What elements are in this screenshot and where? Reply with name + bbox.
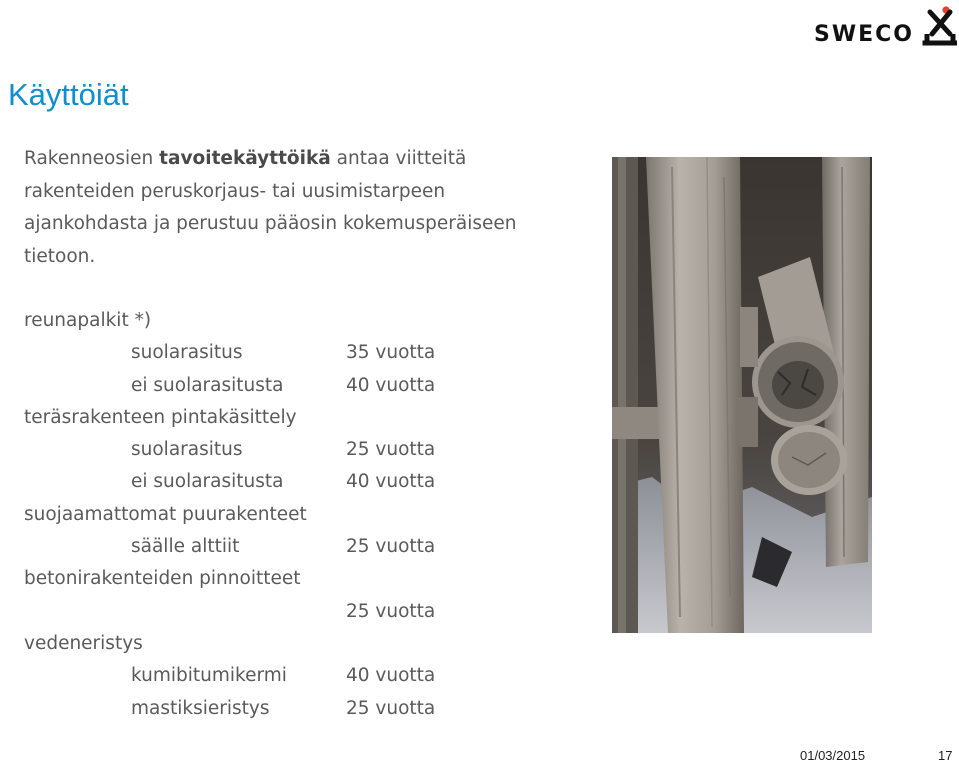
category-label: vedeneristys [24, 632, 143, 654]
list-item [24, 596, 564, 628]
intro-paragraph [24, 143, 544, 273]
page-number: 17 [938, 748, 953, 763]
list-item [24, 466, 564, 498]
item-duration: 35 vuotta [346, 342, 436, 364]
item-duration: 40 vuotta [346, 665, 436, 687]
list-item [24, 434, 564, 466]
intro-text-bold: tavoitekäyttöikä [159, 148, 331, 169]
slide-title: Käyttöiät [8, 77, 129, 112]
item-label: ei suolarasitusta [131, 471, 284, 493]
logo-wordmark: SWECO [814, 22, 914, 47]
item-duration: 25 vuotta [346, 536, 436, 558]
item-label: ei suolarasitusta [131, 374, 284, 396]
category-row [24, 628, 564, 660]
category-row [24, 563, 564, 595]
item-duration: 40 vuotta [346, 471, 436, 493]
intro-text-end: antaa viitteitä rakenteiden peruskorjaus- tai uusimistarpeen ajankohdasta ja perustuu pääosin kokemusperäiseen tietoon. [24, 148, 517, 267]
category-row [24, 402, 564, 434]
item-label: säälle alttiit [131, 536, 240, 558]
item-label: kumibitumikermi [131, 665, 287, 687]
timber-pile-photo [612, 157, 872, 633]
item-duration: 25 vuotta [346, 439, 436, 461]
list-item [24, 693, 564, 725]
item-duration: 40 vuotta [346, 374, 436, 396]
item-duration: 25 vuotta [346, 697, 436, 719]
sweco-logo [814, 4, 959, 50]
list-item [24, 660, 564, 692]
item-label: suolarasitus [131, 342, 243, 364]
footer-date: 01/03/2015 [800, 748, 866, 763]
category-label: suojaamattomat puurakenteet [24, 503, 307, 525]
list-item [24, 337, 564, 369]
category-row [24, 499, 564, 531]
category-row [24, 305, 564, 337]
category-label: teräsrakenteen pintakäsittely [24, 406, 297, 428]
intro-text-start: Rakenneosien [24, 148, 160, 169]
item-label: mastiksieristys [131, 697, 270, 719]
service-life-list [24, 305, 564, 725]
category-label: betonirakenteiden pinnoitteet [24, 568, 301, 590]
category-label: reunapalkit *) [24, 310, 152, 331]
item-duration: 25 vuotta [346, 600, 436, 622]
sweco-logo-icon [921, 4, 957, 48]
list-item [24, 370, 564, 402]
list-item [24, 531, 564, 563]
item-label: suolarasitus [131, 439, 243, 461]
